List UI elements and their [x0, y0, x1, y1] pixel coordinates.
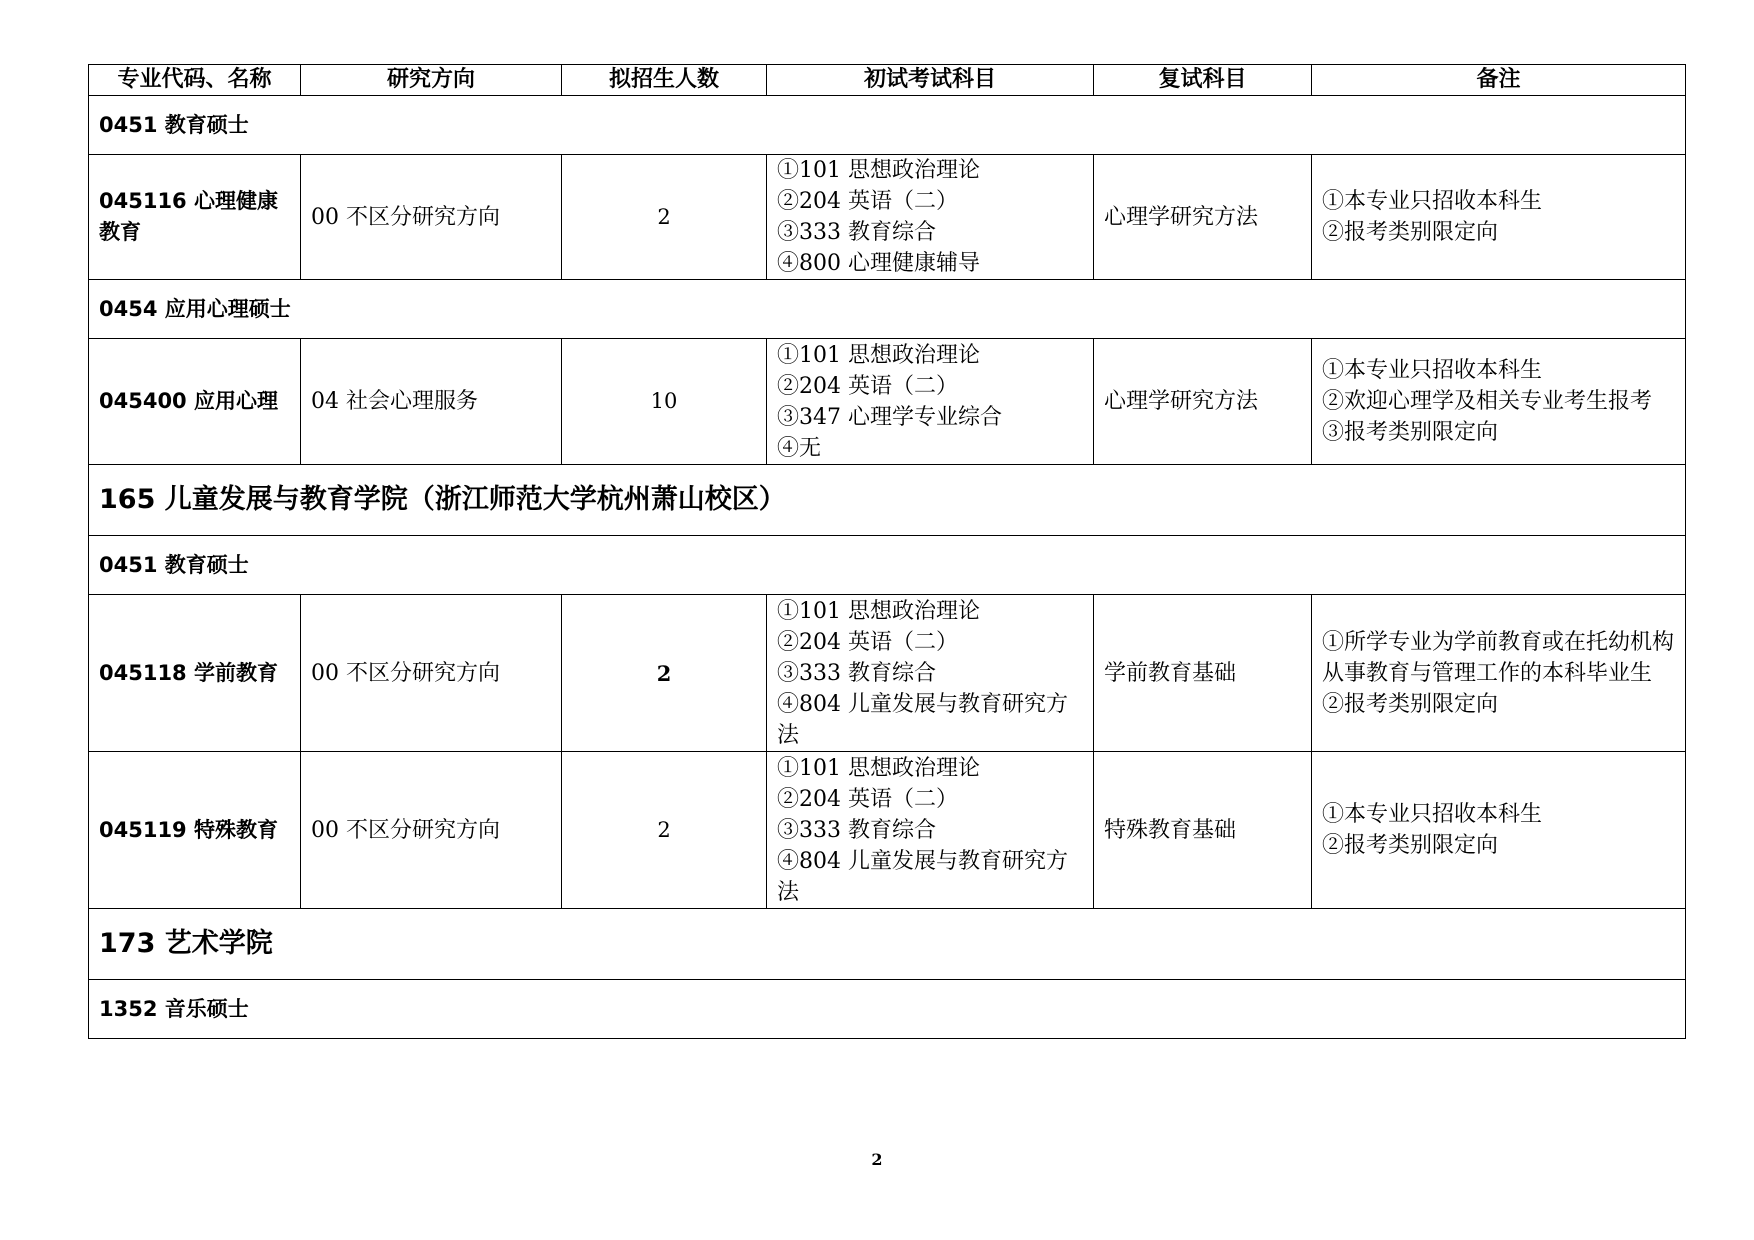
program-notes [1312, 752, 1686, 909]
program-exams [767, 339, 1094, 465]
program-count: 10 [562, 339, 767, 465]
note-item: ①本专业只招收本科生 [1322, 358, 1543, 383]
program-notes [1312, 339, 1686, 465]
college-title: 165 儿童发展与教育学院（浙江师范大学杭州萧山校区） [89, 465, 1686, 536]
exam-item: ②204 英语（二） [777, 373, 958, 399]
program-code-name [89, 339, 301, 465]
college-title: 173 艺术学院 [89, 909, 1686, 980]
college-row [89, 909, 1686, 980]
program-count: 2 [562, 155, 767, 280]
exam-item: ①101 思想政治理论 [777, 342, 980, 368]
subject-title: 0454 应用心理硕士 [89, 280, 1686, 339]
note-item: ①本专业只招收本科生 [1322, 189, 1543, 214]
exam-item: ②204 英语（二） [777, 629, 958, 655]
header-code-name: 专业代码、名称 [89, 65, 301, 96]
exam-item: ①101 思想政治理论 [777, 755, 980, 781]
program-code-name [89, 155, 301, 280]
exam-item: ④800 心理健康辅导 [777, 251, 980, 276]
header-exams: 初试考试科目 [767, 65, 1094, 96]
note-item: ①所学专业为学前教育或在托幼机构从事教育与管理工作的本科毕业生 [1322, 629, 1675, 686]
subject-row [89, 280, 1686, 339]
exam-item: ①101 思想政治理论 [777, 158, 980, 183]
program-row [89, 339, 1686, 465]
program-code-name: 045118 学前教育 [89, 595, 301, 752]
program-count: 2 [562, 752, 767, 909]
program-exams [767, 752, 1094, 909]
college-row [89, 465, 1686, 536]
program-retest: 心理学研究方法 [1094, 339, 1312, 465]
subject-title: 0451 教育硕士 [89, 536, 1686, 595]
program-exams [767, 155, 1094, 280]
exam-item: ④无 [777, 435, 822, 461]
program-notes [1312, 595, 1686, 752]
exam-item: ③333 教育综合 [777, 817, 936, 843]
program-code-name-line: 045116 心理健康 [99, 189, 278, 213]
program-row [89, 752, 1686, 909]
catalog-sheet [88, 64, 1685, 1039]
program-retest: 学前教育基础 [1094, 595, 1312, 752]
program-retest: 特殊教育基础 [1094, 752, 1312, 909]
subject-row [89, 536, 1686, 595]
note-item: ②报考类别限定向 [1322, 220, 1499, 245]
program-row [89, 155, 1686, 280]
note-item: ②报考类别限定向 [1322, 691, 1499, 717]
exam-item: ③333 教育综合 [777, 660, 936, 686]
exam-item: ①101 思想政治理论 [777, 598, 980, 624]
exam-item: ③333 教育综合 [777, 220, 936, 245]
header-retest: 复试科目 [1094, 65, 1312, 96]
exam-item: ②204 英语（二） [777, 786, 958, 812]
header-notes: 备注 [1312, 65, 1686, 96]
subject-title: 1352 音乐硕士 [89, 980, 1686, 1039]
program-direction: 04 社会心理服务 [301, 339, 562, 465]
note-item: ②报考类别限定向 [1322, 833, 1499, 858]
exam-item: ④804 儿童发展与教育研究方法 [777, 848, 1068, 905]
program-code-name-line: 教育 [99, 220, 141, 244]
header-direction: 研究方向 [301, 65, 562, 96]
subject-row [89, 980, 1686, 1039]
program-direction: 00 不区分研究方向 [301, 595, 562, 752]
program-code-name-line: 045400 应用心理 [99, 389, 278, 413]
header-count: 拟招生人数 [562, 65, 767, 96]
page-number: 2 [871, 1150, 883, 1169]
note-item: ①本专业只招收本科生 [1322, 802, 1543, 827]
enrollment-catalog-table [88, 64, 1686, 1039]
program-row [89, 595, 1686, 752]
program-retest: 心理学研究方法 [1094, 155, 1312, 280]
subject-row [89, 96, 1686, 155]
note-item: ②欢迎心理学及相关专业考生报考 [1322, 389, 1653, 414]
table-header-row [89, 65, 1686, 96]
note-item: ③报考类别限定向 [1322, 420, 1499, 445]
exam-item: ③347 心理学专业综合 [777, 404, 1002, 430]
subject-title: 0451 教育硕士 [89, 96, 1686, 155]
program-exams [767, 595, 1094, 752]
program-code-name: 045119 特殊教育 [89, 752, 301, 909]
program-direction: 00 不区分研究方向 [301, 752, 562, 909]
program-direction: 00 不区分研究方向 [301, 155, 562, 280]
exam-item: ④804 儿童发展与教育研究方法 [777, 691, 1068, 748]
program-count: 2 [562, 595, 767, 752]
program-notes [1312, 155, 1686, 280]
exam-item: ②204 英语（二） [777, 189, 958, 214]
